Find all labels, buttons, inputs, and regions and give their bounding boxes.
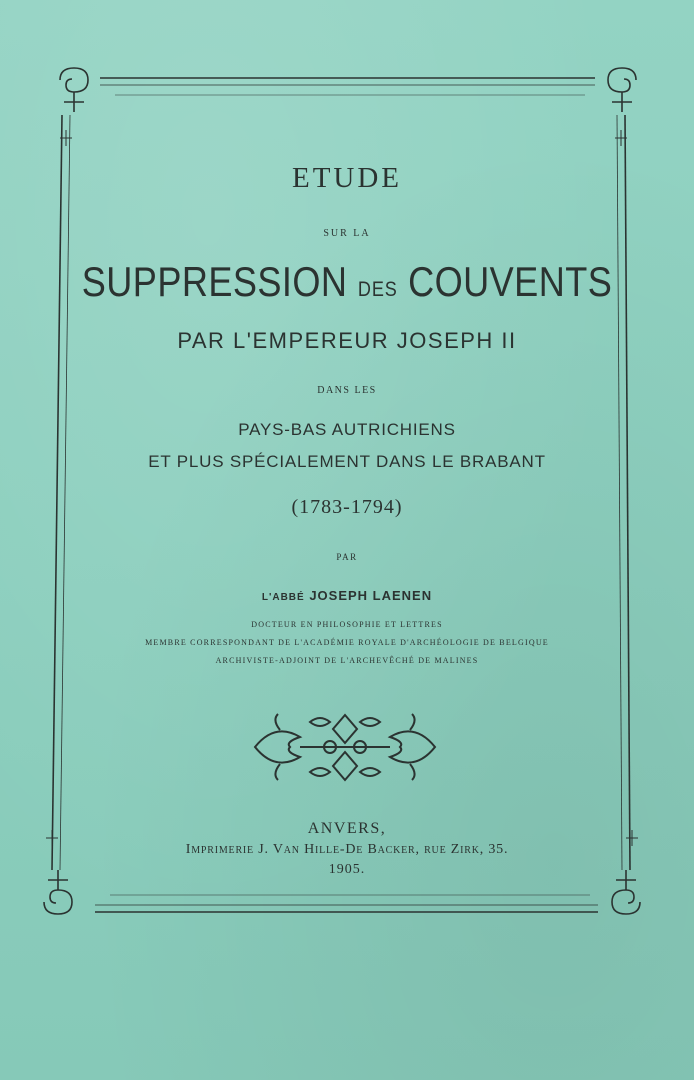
imprint-printer: Imprimerie J. Van Hille-De Backer, rue Zirk, 35.: [185, 842, 509, 857]
title-des: DES: [357, 278, 398, 301]
title-couvents: COUVENTS: [408, 258, 613, 305]
author-qualification-3: ARCHIVISTE-ADJOINT DE L'ARCHEVÊCHÉ DE MALINES: [215, 656, 479, 665]
author-par: PAR: [336, 552, 358, 562]
title-par-empereur: PAR L'EMPEREUR JOSEPH II: [177, 328, 517, 353]
author-qualification-1: DOCTEUR EN PHILOSOPHIE ET LETTRES: [251, 620, 443, 629]
center-ornament: [250, 710, 440, 785]
title-pays-bas: PAYS-BAS AUTRICHIENS: [238, 420, 456, 439]
author-abbe: L'ABBÉ: [261, 592, 305, 603]
title-dates: (1783-1794): [291, 496, 403, 518]
author-name: JOSEPH LAENEN: [309, 588, 433, 603]
imprint-city: ANVERS,: [307, 820, 387, 837]
title-brabant: ET PLUS SPÉCIALEMENT DANS LE BRABANT: [148, 452, 546, 471]
title-suppression: SUPPRESSION: [81, 258, 348, 305]
author-line: [0, 588, 694, 603]
imprint-year: 1905.: [328, 862, 366, 877]
main-title: [49, 258, 646, 306]
title-etude: ETUDE: [291, 162, 403, 194]
title-sur-la: SUR LA: [323, 228, 371, 239]
title-dans-les: DANS LES: [317, 385, 377, 396]
author-qualification-2: MEMBRE CORRESPONDANT DE L'ACADÉMIE ROYALE D'ARCHÉOLOGIE DE BELGIQUE: [145, 638, 549, 647]
